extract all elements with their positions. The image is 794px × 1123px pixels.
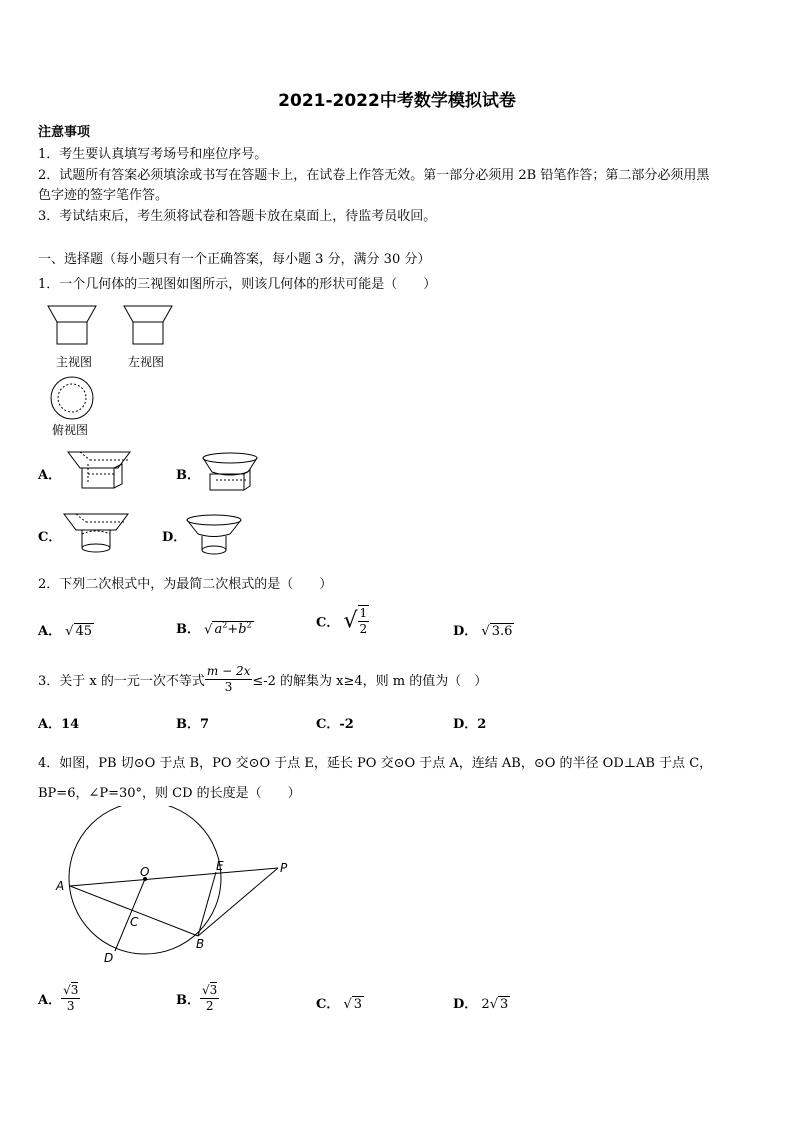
sqrt-45: √ 45 <box>65 624 93 639</box>
sqrt-a2-b2: √ $a^2+b^2$ <box>204 620 252 637</box>
page-title: 2021-2022中考数学模拟试卷 <box>278 91 516 111</box>
notice-heading: 注意事项 <box>38 125 91 140</box>
notice-item: 1．考生要认真填写考场号和座位序号。 <box>38 147 268 162</box>
denominator: 2 <box>205 999 214 1013</box>
denominator: 3 <box>66 999 75 1013</box>
sqrt-3-6: √ 3.6 <box>481 624 513 639</box>
question-4-stem-line1: 4．如图，PB 切⊙O 于点 B，PO 交⊙O 于点 E，延长 PO 交⊙O 于点 A，连结 AB，⊙O 的半径 OD⊥AB 于点 C， <box>38 756 713 771</box>
option-a-label: A． <box>38 468 62 483</box>
q2-option-b <box>176 618 254 637</box>
q4-option-d-label: D． <box>453 997 478 1012</box>
exp: 2 <box>246 620 252 630</box>
option-b-label: B． <box>176 468 200 483</box>
front-view <box>48 306 96 344</box>
q3-stem-pre: 3．关于 x 的一元一次不等式 <box>38 674 205 689</box>
coefficient: 2 <box>481 997 490 1012</box>
top-view <box>51 377 93 419</box>
q2-option-a-label: A． <box>38 624 62 639</box>
line-ap <box>70 868 278 886</box>
label-c: C <box>130 915 139 929</box>
option-d-figure <box>184 512 244 556</box>
option-a-figure <box>66 448 136 494</box>
top-view-label: 俯视图 <box>52 423 89 437</box>
line-eb <box>198 872 216 936</box>
notice-item: 3．考试结束后，考生须将试卷和答题卡放在桌面上，待监考员收回。 <box>38 209 437 224</box>
q2-option-c-label: C． <box>316 615 340 631</box>
q3-option-b: B．7 <box>176 717 210 732</box>
q2-option-b-label: B． <box>176 622 200 637</box>
label-o: O <box>140 865 150 879</box>
notice-item: 色字迹的签字笔作答。 <box>38 188 169 203</box>
var-a: a <box>214 622 223 637</box>
q3-option-c: C．-2 <box>316 717 354 732</box>
option-b-figure <box>200 450 260 494</box>
option-c-figure <box>62 510 132 556</box>
fraction-1-2 <box>358 605 370 637</box>
sqrt3-over-3: $\frac{√3}{3}$ <box>63 983 79 1013</box>
label-b: B <box>196 937 205 951</box>
q2-option-d <box>453 620 514 639</box>
question-3-stem <box>38 664 487 695</box>
q3-stem-post: ≤-2 的解集为 x≥4，则 m 的值为（ ） <box>252 674 488 689</box>
radicand: 3 <box>353 997 363 1012</box>
label-a: A <box>56 879 65 893</box>
q4-option-b-label: B． <box>176 993 200 1008</box>
notice-item: 2．试题所有答案必须填涂或书写在答题卡上，在试卷上作答无效。第一部分必须用 2B 铅笔作答；第二部分必须用黑 <box>38 168 710 183</box>
q3-fraction <box>205 664 252 695</box>
radicand: 45 <box>75 624 93 639</box>
question-4-stem-line2: BP=6，∠P=30°，则 CD 的长度是（ ） <box>38 786 301 801</box>
q2-option-d-label: D． <box>453 624 478 639</box>
q2-option-c <box>316 605 369 637</box>
denominator: 2 <box>359 622 368 636</box>
question-2-stem: 2．下列二次根式中，为最简二次根式的是（ ） <box>38 577 333 592</box>
label-d: D <box>104 951 114 965</box>
numerator: m − 2x <box>206 664 251 678</box>
q4-option-c-label: C． <box>316 997 340 1012</box>
var-b: b <box>238 622 247 637</box>
sqrt3-over-2: $\frac{√3}{2}$ <box>202 983 218 1013</box>
option-c-label: C． <box>38 530 62 545</box>
sqrt-3: √ 3 <box>489 997 509 1012</box>
q2-option-a <box>38 620 94 639</box>
q4-option-a-label: A． <box>38 993 62 1008</box>
q4-option-c <box>316 993 364 1012</box>
front-view-label: 主视图 <box>56 355 93 369</box>
denominator: 3 <box>224 680 233 694</box>
section-heading: 一、选择题（每小题只有一个正确答案，每小题 3 分，满分 30 分） <box>38 252 431 267</box>
option-d-label: D． <box>162 530 187 545</box>
label-e: E <box>216 859 224 873</box>
radicand: 3.6 <box>491 624 513 639</box>
numerator: 3 <box>70 983 79 997</box>
numerator: 3 <box>209 983 218 997</box>
sqrt-3: √ 3 <box>343 997 363 1012</box>
q4-option-a <box>38 983 80 1014</box>
left-view <box>124 306 172 344</box>
q3-option-d: D．2 <box>453 717 487 732</box>
circle-tangent-figure <box>50 806 300 970</box>
line-bp <box>198 868 278 936</box>
radical-sign: √ <box>343 608 358 634</box>
plus: + <box>227 622 239 637</box>
left-view-label: 左视图 <box>128 355 165 369</box>
question-1-stem: 1．一个几何体的三视图如图所示，则该几何体的形状可能是（ ） <box>38 277 437 292</box>
q3-option-a: A．14 <box>38 717 80 732</box>
label-p: P <box>280 861 288 875</box>
radicand: 3 <box>500 997 509 1012</box>
numerator: 1 <box>359 606 368 620</box>
q4-option-d <box>453 993 510 1012</box>
exp: 2 <box>222 620 228 630</box>
q4-option-b <box>176 983 219 1014</box>
